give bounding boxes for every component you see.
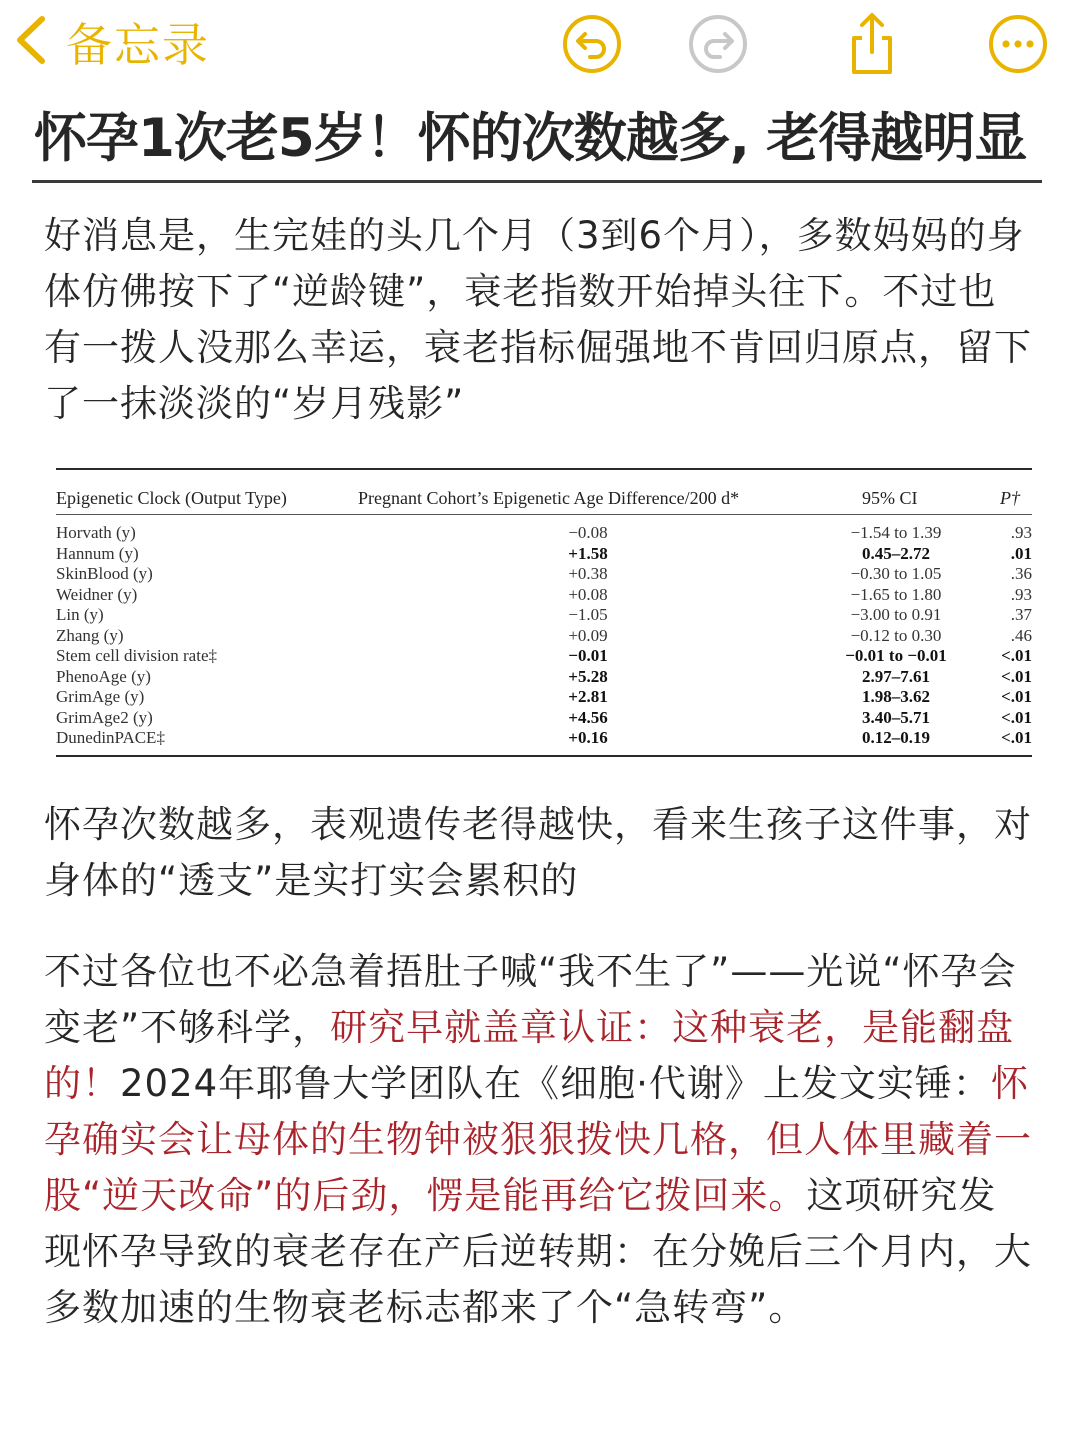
table-row	[56, 646, 1032, 667]
cell-p: .46	[1010, 625, 1032, 645]
cell-p: <.01	[1001, 666, 1032, 686]
table-row	[56, 667, 1032, 688]
undo-icon	[560, 61, 624, 80]
navigation-bar	[0, 0, 1080, 90]
more-button[interactable]	[986, 12, 1050, 76]
paragraph-3-text-a: 不过各位也不必急着捂肚子喊“我不生了”——光说“怀孕会变老”不够科学，	[44, 950, 1017, 1049]
note-title[interactable]: 怀孕1次老5岁！怀的次数越多, 老得越明显	[34, 108, 1027, 169]
cell-diff: −0.01	[568, 646, 608, 665]
cell-ci: −3.00 to 0.91	[850, 605, 942, 624]
cell-p: .93	[1010, 523, 1032, 542]
cell-ci: 0.45–2.72	[862, 543, 930, 563]
note-paragraph-2[interactable]: 怀孕次数越多，表观遗传老得越快，看来生孩子这件事，对身体的“透支”是实打实会累积的	[44, 803, 1032, 902]
cell-clock: PhenoAge (y)	[56, 666, 151, 686]
cell-diff: +4.56	[568, 707, 608, 727]
note-paragraph-3[interactable]	[44, 944, 1034, 1336]
table-row	[56, 605, 1032, 626]
cell-clock: Hannum (y)	[56, 543, 139, 563]
cell-ci: 1.98–3.62	[862, 687, 930, 706]
table-row	[56, 728, 1032, 749]
cell-clock: SkinBlood (y)	[56, 564, 153, 583]
table-header	[56, 470, 1032, 514]
cell-clock: Lin (y)	[56, 605, 104, 624]
cell-p: .36	[1010, 564, 1032, 583]
back-button[interactable]	[14, 12, 210, 72]
table-row	[56, 687, 1032, 708]
cell-clock: Zhang (y)	[56, 625, 124, 645]
cell-diff: +0.38	[568, 564, 608, 583]
table-row	[56, 564, 1032, 585]
cell-clock: GrimAge (y)	[56, 687, 145, 706]
cell-diff: −0.08	[568, 523, 608, 542]
back-label: 备忘录	[66, 18, 210, 72]
cell-p: <.01	[1001, 728, 1032, 747]
cell-p: <.01	[1001, 646, 1032, 665]
cell-diff: +5.28	[568, 666, 608, 686]
cell-clock: Weidner (y)	[56, 584, 138, 604]
share-button[interactable]	[840, 12, 904, 76]
cell-p: .37	[1010, 605, 1032, 624]
cell-p: .93	[1010, 584, 1032, 604]
paragraph-3-highlight-a: 研究早就盖章认证：这种衰老，是能翻盘的！	[44, 1006, 1015, 1105]
cell-diff: +1.58	[568, 543, 608, 563]
table-row	[56, 708, 1032, 729]
cell-ci: −0.01 to −0.01	[845, 646, 947, 665]
cell-p: <.01	[1001, 687, 1032, 706]
cell-ci: −1.54 to 1.39	[850, 523, 942, 542]
chevron-left-icon	[14, 15, 48, 69]
table-row	[56, 626, 1032, 647]
paragraph-3-text-c: 这项研究发现怀孕导致的衰老存在产后逆转期：在分娩后三个月内，大多数加速的生物衰老标志都来了个“急转弯”。	[44, 1174, 1032, 1329]
cell-clock: Horvath (y)	[56, 523, 136, 542]
redo-icon	[686, 61, 750, 80]
header-clock: Epigenetic Clock (Output Type)	[56, 488, 287, 508]
cell-ci: −1.65 to 1.80	[850, 584, 942, 604]
cell-diff: +2.81	[568, 687, 608, 706]
cell-diff: +0.09	[568, 625, 608, 645]
table-bottom-rule	[56, 755, 1032, 757]
paragraph-3-text-b: 2024年耶鲁大学团队在《细胞·代谢》上发文实锤：	[120, 1062, 991, 1105]
table-row	[56, 585, 1032, 606]
cell-ci: −0.30 to 1.05	[850, 564, 942, 583]
cell-ci: 2.97–7.61	[862, 666, 930, 686]
note-paragraph-1[interactable]: 好消息是，生完娃的头几个月（3到6个月），多数妈妈的身体仿佛按下了“逆龄键”，衰老指数开始掉头往下。不过也有一拨人没那么幸运，衰老指标倔强地不肯回归原点，留下了一抹淡淡的“岁月残影”	[44, 214, 1032, 425]
paragraph-3-highlight-b: 怀孕确实会让母体的生物钟被狠狠拨快几格，但人体里藏着一股“逆天改命”的后劲，愣是能再给它拨回来。	[44, 1062, 1032, 1217]
header-ci: 95% CI	[862, 488, 918, 508]
title-divider	[32, 180, 1042, 183]
undo-button[interactable]	[560, 12, 624, 76]
cell-ci: 0.12–0.19	[862, 728, 930, 747]
cell-diff: +0.08	[568, 584, 608, 604]
share-icon	[840, 61, 904, 80]
header-p: P†	[1000, 488, 1020, 508]
cell-ci: 3.40–5.71	[862, 707, 930, 727]
table-body	[56, 515, 1032, 755]
header-diff: Pregnant Cohort’s Epigenetic Age Difference/200 d*	[358, 488, 740, 508]
cell-p: <.01	[1001, 707, 1032, 727]
redo-button[interactable]	[686, 12, 750, 76]
table-row	[56, 544, 1032, 565]
cell-clock: GrimAge2 (y)	[56, 707, 153, 727]
table-row	[56, 523, 1032, 544]
cell-clock: Stem cell division rate‡	[56, 646, 217, 665]
cell-ci: −0.12 to 0.30	[850, 625, 942, 645]
cell-p: .01	[1010, 543, 1032, 563]
cell-diff: −1.05	[568, 605, 608, 624]
cell-clock: DunedinPACE‡	[56, 728, 165, 747]
more-icon	[986, 61, 1050, 80]
cell-diff: +0.16	[568, 728, 608, 747]
epigenetic-clock-table	[56, 468, 1032, 757]
